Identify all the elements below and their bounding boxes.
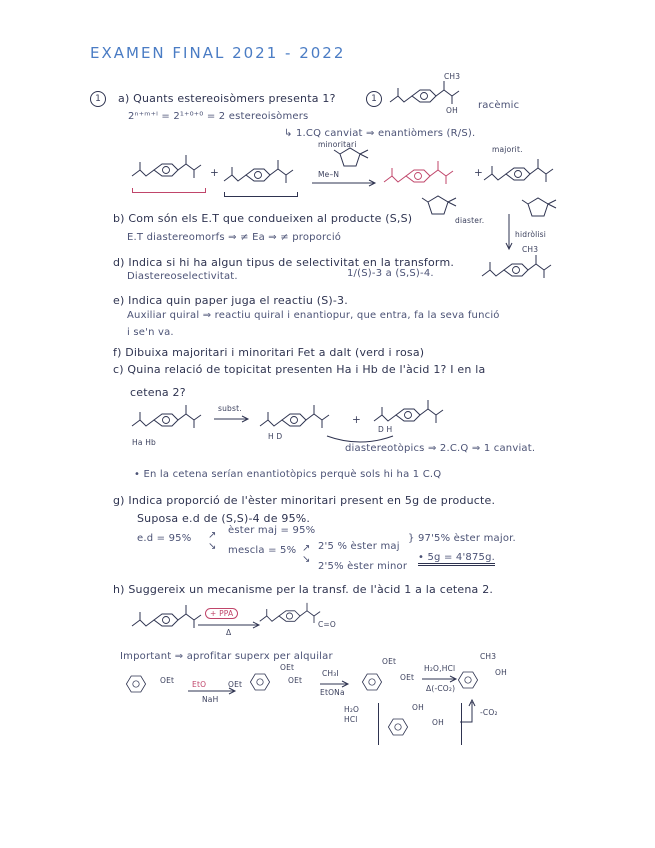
oet-label: OEt [288,676,303,685]
red-bracket [132,188,206,193]
h2o-label: H₂O [344,705,360,714]
subst-arrow [214,416,250,422]
oet-label: OEt [382,657,397,666]
important-note: Important ⇒ aprofitar superx per alquilar [120,651,333,662]
oh-label: OH [412,703,424,712]
decarboxylation-arrow [460,700,480,726]
reaction-arrow [320,681,350,687]
split-arrow: ↗ ↘ [208,530,217,552]
ppa-label: + PPA [205,608,238,619]
question-b: b) Com són els E.T que condueixen al producte (S,S) [113,212,413,225]
enantiomer-2-structure [222,155,302,195]
nah-label: NaH [202,695,219,704]
minoritari-label: minoritari [318,140,357,149]
question-number: 1 [90,91,106,107]
split-arrow: ↗ ↘ [302,543,311,565]
answer-c: diastereotòpics ⇒ 2.C.Q ⇒ 1 canviat. [345,443,536,454]
ha-hb-label: Ha Hb [132,438,157,447]
oh-label: OH [446,106,458,115]
question-e: e) Indica quin paper juga el reactiu (S)-3. [113,294,348,307]
question-g-2: Suposa e.d de (S,S)-4 de 95%. [137,512,311,525]
h2ohcl-label: H₂O,HCl [424,664,456,673]
acid-structure [130,400,210,440]
racemic-label: racèmic [478,100,520,111]
d-h-label: D H [378,425,393,434]
minus-co2-label: -CO₂ [480,708,498,717]
oh-label: OH [432,718,444,727]
hidrolisi-label: hidròlisi [515,230,547,239]
down-arrow [505,214,513,250]
reagent-label: Me–N [318,170,340,179]
reaction-arrow [312,180,378,186]
plus-sign: + [210,167,219,179]
benzene-ring [360,670,384,694]
eto-label: EtO [192,680,207,689]
g-minor: 2'5% èster minor [318,561,408,572]
major-auxiliary [520,192,560,222]
oet-label: OEt [400,673,415,682]
subst-label: subst. [218,404,242,413]
diaster-label: diaster. [455,216,485,225]
reaction-arrow [422,676,458,682]
oh-label: OH [495,668,507,677]
g-ester-maj: èster maj = 95% [228,525,316,536]
benzene-ring [124,672,148,696]
formula-note: ↳ 1.CQ canviat ⇒ enantiòmers (R/S). [284,128,476,139]
question-d: d) Indica si hi ha algun tipus de selectivitat en la transform. [113,256,455,269]
question-c-1: c) Quina relació de topicitat presenten Ha i Hb de l'àcid 1? I en la [113,363,486,376]
h-d-label: H D [268,432,283,441]
answer-e-1: Auxiliar quiral ⇒ reactiu quiral i enantiopur, que entra, fa la seva funció [127,310,500,321]
g-mescla: mescla = 5% [228,545,297,556]
major-product-structure [482,154,562,194]
answer-d-note: 1/(S)-3 a (S,S)-4. [347,268,434,279]
delta-label: Δ [226,628,232,637]
delta-co2-label: Δ(-CO₂) [426,684,456,693]
benzene-ring [456,668,480,692]
oet-label: OEt [160,676,175,685]
answer-d: Diastereoselectivitat. [127,271,238,282]
g-total: } 97'5% èster major. [408,533,516,544]
reaction-arrow [188,688,238,694]
g-maj-2: 2'5 % èster maj [318,541,400,552]
oet-label: OEt [280,663,295,672]
hydrolysis-product-structure [480,250,560,290]
g-ed: e.d = 95% [137,533,192,544]
compound-number: 1 [366,91,382,107]
question-a: a) Quants estereoisòmers presenta 1? [118,92,336,105]
benzene-ring [386,715,410,739]
question-g: g) Indica proporció de l'èster minoritari present en 5g de producte. [113,494,496,507]
majoritari-label: majorit. [492,145,523,154]
question-c-2: cetena 2? [130,386,186,399]
minor-auxiliary [420,190,460,220]
benzene-ring [248,670,272,694]
page-title: EXAMEN FINAL 2021 - 2022 [90,44,346,62]
ch3-label: CH3 [444,72,461,81]
stereoisomer-formula: 2ⁿ⁺ᵐ⁺ˡ = 2¹⁺⁰⁺⁰ = 2 estereoisòmers [128,111,309,122]
black-bracket [224,192,298,197]
ch3-label: CH3 [522,245,539,254]
ch3-label: CH3 [480,652,497,661]
question-h: h) Suggereix un mecanisme per la transf. de l'àcid 1 a la cetena 2. [113,583,494,596]
plus-sign: + [352,414,361,426]
oet-label: OEt [228,680,243,689]
answer-b: E.T diastereomorfs ⇒ ≠ Ea ⇒ ≠ proporció [127,232,342,243]
answer-c-2: • En la cetena serían enantiotòpics perquè sols hi ha 1 C.Q [134,469,442,480]
plus-sign: + [474,167,483,179]
question-f: f) Dibuixa majoritari i minoritari Fet a dalt (verd i rosa) [113,346,425,359]
g-result: • 5g = 4'875g. [418,552,495,566]
acid-structure [130,600,210,640]
answer-e-2: i se'n va. [127,327,174,338]
ch3i-label: CH₃I [322,669,339,678]
etona-label: EtONa [320,688,345,697]
ketene-label: C=O [318,620,337,629]
hcl-label: HCl [344,715,358,724]
enantiomer-1-structure [130,150,210,190]
